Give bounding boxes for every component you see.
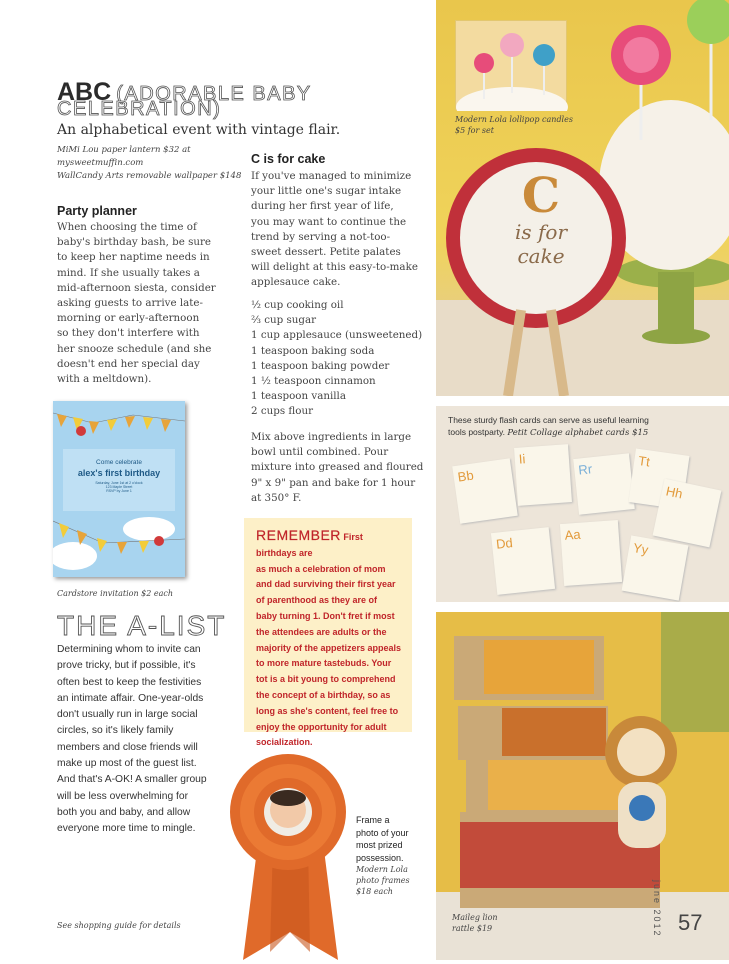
list-item: 1 ½ teaspoon cinnamon xyxy=(251,375,376,388)
invitation-caption: Cardstore invitation $2 each xyxy=(57,589,173,598)
gifts-photo xyxy=(436,612,729,960)
title-light-2: CELEBRATION) xyxy=(57,98,222,120)
list-item: 1 teaspoon vanilla xyxy=(251,390,346,403)
flashcard: Ii xyxy=(514,444,572,506)
remember-box: REMEMBER First birthdays are as much a celebration of mom and dad surviving their first year of parenthood as they are of baby turning 1. Don't fret if most the attendees are adults or the majority of the appetizers appeals to more mature tastebuds. Your tot is a bit young to comprehend the concept of a birthday, so as long as she's content, feel free to enjoy the opportunity for adult socialization. xyxy=(244,518,412,732)
flashcards-photo xyxy=(436,406,729,602)
flashcard: Dd xyxy=(491,527,555,595)
cake-sign-script-2: cake xyxy=(517,244,565,268)
flashcard: Bb xyxy=(452,458,518,524)
issue-date: june 2012 xyxy=(652,880,662,938)
flashcard: Rr xyxy=(573,453,635,515)
invitation-text: Come celebrate alex's first birthday Saturday, June 1st at 2 o'clock 123 Maple Street RSVP by June 1 xyxy=(77,459,161,493)
cake-intro: If you've managed to minimize your little one's sugar intake during her first year of life, you may want to continue the trend by serving a not-too- sweet dessert. Petite palates will delight at this easy-to-make applesauce cake. xyxy=(251,170,418,289)
frame-caption: Frame a photo of your most prized possession. xyxy=(356,815,409,863)
cake-photo xyxy=(436,0,729,396)
flashcard: Aa xyxy=(560,520,622,586)
list-item: 1 teaspoon baking soda xyxy=(251,344,375,357)
remember-word: REMEMBER xyxy=(256,527,341,543)
cake-method: Mix above ingredients in large bowl until combined. Pour mixture into greased and floured 9" x 9" pan and bake for 1 hour at 350° F. xyxy=(251,431,424,504)
flashcard: Tt xyxy=(629,449,690,510)
lollipop-caption: Modern Lola lollipop candles $5 for set xyxy=(455,115,573,135)
invitation-card xyxy=(53,401,185,577)
alist-title: THE A-LIST xyxy=(57,610,227,641)
page-number: 57 xyxy=(678,910,703,935)
title-abc: ABC xyxy=(57,78,112,106)
cake-sign-letter: C xyxy=(521,168,561,224)
rosette-frame-photo xyxy=(228,752,353,960)
list-item: 2 cups flour xyxy=(251,405,313,418)
list-item: ⅔ cup sugar xyxy=(251,314,317,327)
shopping-guide-note: See shopping guide for details xyxy=(57,921,181,930)
cake-sign xyxy=(496,168,586,268)
cake-heading: C is for cake xyxy=(251,152,326,166)
list-item: 1 teaspoon baking powder xyxy=(251,359,390,372)
cake-sign-script-1: is for xyxy=(514,220,568,244)
party-planner-heading: Party planner xyxy=(57,204,137,218)
flashcard: Yy xyxy=(622,535,689,600)
ingredient-list xyxy=(251,298,431,420)
product-credits: MiMi Lou paper lantern $32 at mysweetmuffin.com WallCandy Arts removable wallpaper $148 xyxy=(57,145,242,181)
gifts-caption: Maileg lion rattle $19 xyxy=(452,913,498,933)
list-item: 1 cup applesauce (unsweetened) xyxy=(251,329,423,342)
list-item: ½ cup cooking oil xyxy=(251,299,344,311)
party-planner-body: When choosing the time of baby's birthday bash, be sure to keep her naptime needs in mind. If she usually takes a mid-afternoon siesta, consider asking guests to arrive late- morning or early-afternoon so they don't interfere with her snooze schedule (and she doesn't end her special day with a meltdown). xyxy=(57,221,216,386)
alist-body: Determining whom to invite can prove tricky, but if possible, it's often best to keep the festivities an intimate affair. One-year-olds don't usually run in large social circles, so it's likely family members and close friends will make up most of the guest list. And that's A-OK! A smaller group will be less overwhelming for both you and baby, and allow everyone more time to mingle. xyxy=(57,644,207,835)
frame-credit: Modern Lola photo frames $18 each xyxy=(356,865,410,896)
lollipop-inset-photo xyxy=(455,20,567,110)
subtitle: An alphabetical event with vintage flair. xyxy=(57,122,341,138)
flashcard: Hh xyxy=(653,479,722,548)
flashcards-caption: These sturdy flash cards can serve as useful learning tools postparty. Petit Collage alphabet cards $15 xyxy=(448,415,649,438)
title-light-1: (ADORABLE BABY xyxy=(116,83,312,105)
